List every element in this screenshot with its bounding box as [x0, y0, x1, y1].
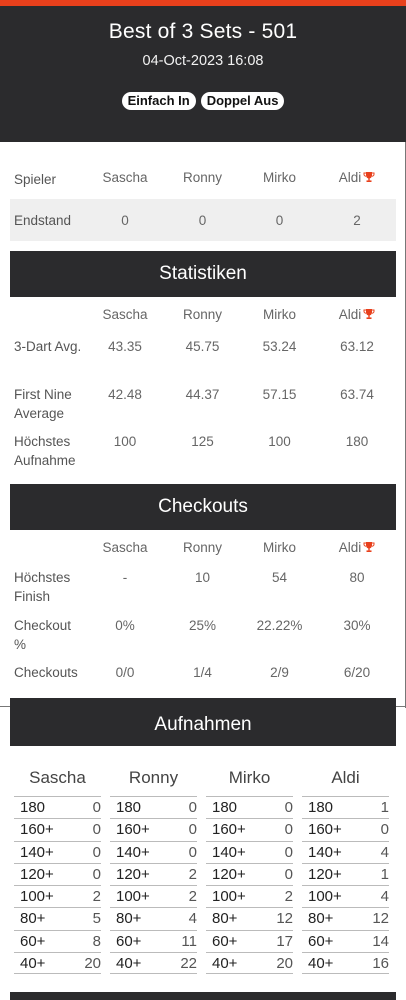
player-name: Sascha — [102, 307, 148, 322]
score-count: 16 — [372, 955, 389, 973]
checkout-label: Höchstes Finish — [14, 570, 71, 604]
match-date: 04-Oct-2023 16:08 — [142, 53, 264, 69]
player-name: Aldi — [338, 170, 362, 185]
player-header-row — [10, 307, 396, 337]
score-range: 180 — [20, 799, 46, 816]
score-range: 60+ — [20, 932, 46, 950]
score-range: 120+ — [212, 865, 246, 883]
score-count: 1 — [380, 865, 389, 883]
score-range: 160+ — [116, 821, 150, 839]
stat-value: 125 — [191, 434, 214, 449]
trophy-icon — [363, 171, 375, 183]
aufnahme-row — [14, 818, 101, 840]
player-name: Sascha — [29, 768, 86, 787]
player-name: Aldi — [338, 307, 362, 322]
checkout-value: 0/0 — [115, 665, 135, 680]
checkout-value: 6/20 — [343, 665, 371, 680]
trophy-icon — [363, 308, 375, 320]
aufnahme-row — [302, 841, 389, 863]
score-count: 14 — [372, 932, 389, 950]
aufnahme-row — [302, 863, 389, 885]
checkout-value: 1/4 — [193, 665, 212, 680]
player-name: Ronny — [182, 307, 223, 322]
player-name: Sascha — [102, 170, 148, 185]
stat-value: 43.35 — [108, 339, 142, 354]
aufnahme-row — [14, 796, 101, 818]
endstand-value: 0 — [275, 213, 284, 228]
score-count: 4 — [380, 843, 389, 861]
aufnahme-row — [206, 907, 293, 929]
endstand-value: 0 — [121, 213, 129, 228]
checkout-row — [10, 663, 396, 693]
aufnahme-row — [14, 952, 101, 974]
aufnahme-row — [206, 818, 293, 840]
score-count: 0 — [284, 865, 293, 883]
score-count: 12 — [276, 910, 293, 928]
checkout-value: 25% — [188, 618, 217, 633]
score-count: 0 — [188, 821, 197, 839]
score-count: 1 — [380, 799, 389, 816]
score-count: 17 — [276, 932, 293, 950]
score-count: 4 — [188, 910, 197, 928]
aufnahme-row — [206, 863, 293, 885]
aufnahmen-grid — [14, 764, 394, 974]
score-count: 0 — [92, 821, 101, 839]
score-range: 120+ — [116, 865, 150, 883]
stat-value: 100 — [268, 434, 291, 449]
aufnahme-row — [206, 796, 293, 818]
player-header-row — [10, 540, 396, 568]
player-name: Mirko — [263, 540, 296, 555]
trophy-icon — [363, 541, 375, 553]
endstand-value: 2 — [353, 213, 361, 228]
player-name: Ronny — [128, 768, 179, 787]
stat-row — [10, 337, 396, 385]
checkout-value: - — [122, 570, 128, 585]
player-name: Aldi — [338, 540, 362, 555]
aufnahme-row — [14, 930, 101, 952]
score-range: 100+ — [212, 888, 246, 906]
player-name: Sascha — [102, 540, 148, 555]
score-count: 11 — [181, 932, 197, 950]
score-range: 120+ — [308, 865, 342, 883]
score-count: 0 — [284, 821, 293, 839]
match-mode-badges — [0, 92, 406, 110]
score-range: 60+ — [116, 932, 142, 950]
checkout-value: 2/9 — [270, 665, 289, 680]
score-range: 140+ — [212, 843, 246, 861]
aufnahme-row — [206, 930, 293, 952]
aufnahme-row — [110, 818, 197, 840]
out-mode-badge: Doppel Aus — [201, 92, 285, 110]
score-count: 0 — [188, 799, 197, 816]
score-range: 40+ — [20, 955, 46, 973]
aufnahme-row — [110, 885, 197, 907]
score-range: 40+ — [308, 955, 334, 973]
stat-row — [10, 432, 396, 478]
score-range: 180 — [212, 799, 238, 816]
score-count: 0 — [188, 843, 197, 861]
score-count: 5 — [92, 910, 101, 928]
aufnahme-row — [110, 863, 197, 885]
score-count: 0 — [92, 865, 101, 883]
endstand-row — [10, 199, 396, 241]
score-range: 140+ — [308, 843, 342, 861]
stat-value: 63.74 — [340, 387, 374, 402]
section-title-statistiken: Statistiken — [10, 251, 396, 297]
score-range: 180 — [308, 799, 334, 816]
score-count: 2 — [284, 888, 293, 906]
score-range: 180 — [116, 799, 142, 816]
checkout-value: 30% — [343, 618, 371, 633]
score-range: 80+ — [20, 910, 46, 928]
score-count: 0 — [284, 799, 293, 816]
checkout-value: 54 — [271, 570, 288, 585]
stat-value: 45.75 — [185, 339, 220, 354]
aufnahmen-player-column — [14, 764, 101, 974]
score-range: 100+ — [20, 888, 54, 906]
aufnahmen-player-column — [206, 764, 293, 974]
aufnahme-row — [110, 841, 197, 863]
stat-value: 100 — [113, 434, 137, 449]
aufnahme-row — [206, 841, 293, 863]
aufnahme-row — [302, 952, 389, 974]
player-name-winner — [318, 307, 396, 337]
score-count: 22 — [180, 955, 197, 973]
player-name: Ronny — [182, 170, 223, 185]
aufnahme-row — [110, 907, 197, 929]
score-count: 12 — [372, 910, 389, 928]
score-range: 60+ — [212, 932, 238, 950]
score-range: 60+ — [308, 932, 334, 950]
stat-value: 63.12 — [340, 339, 374, 354]
aufnahme-row — [206, 885, 293, 907]
aufnahme-row — [110, 952, 197, 974]
match-header — [0, 6, 406, 142]
stat-label: First Nine Average — [14, 387, 72, 421]
player-name-winner — [318, 157, 396, 199]
player-column-label: Spieler — [14, 172, 57, 187]
score-range: 80+ — [116, 910, 142, 928]
aufnahme-row — [14, 841, 101, 863]
stat-value: 57.15 — [262, 387, 297, 402]
player-name-winner — [318, 540, 396, 568]
aufnahme-row — [302, 930, 389, 952]
player-name: Mirko — [228, 768, 271, 787]
checkout-label: Checkouts — [14, 665, 78, 680]
aufnahme-row — [302, 796, 389, 818]
statistiken-table — [10, 307, 396, 478]
score-count: 2 — [92, 888, 101, 906]
aufnahmen-player-column — [110, 764, 197, 974]
checkout-value: 22.22% — [256, 618, 303, 633]
score-count: 2 — [188, 865, 197, 883]
score-range: 160+ — [20, 821, 54, 839]
endstand-value: 0 — [198, 213, 207, 228]
summary-table — [10, 157, 396, 241]
stat-value: 44.37 — [185, 387, 220, 402]
score-range: 120+ — [20, 865, 54, 883]
checkouts-table — [10, 540, 396, 693]
aufnahme-row — [14, 863, 101, 885]
in-mode-badge: Einfach In — [122, 92, 196, 110]
score-count: 4 — [380, 888, 389, 906]
aufnahme-row — [302, 907, 389, 929]
score-range: 80+ — [212, 910, 238, 928]
checkout-row — [10, 616, 396, 663]
stat-label: 3-Dart Avg. — [14, 339, 82, 354]
checkout-label: Checkout % — [14, 618, 72, 652]
score-count: 2 — [188, 888, 197, 906]
checkout-row — [10, 568, 396, 616]
match-title: Best of 3 Sets - 501 — [108, 20, 298, 43]
section-title-checkouts: Checkouts — [10, 484, 396, 530]
stat-label: Höchstes Aufnahme — [14, 434, 76, 468]
player-name: Mirko — [263, 307, 296, 322]
stat-value: 42.48 — [108, 387, 142, 402]
aufnahme-row — [14, 885, 101, 907]
checkout-value: 10 — [194, 570, 211, 585]
section-title-aufnahmen: Aufnahmen — [10, 698, 396, 746]
score-range: 160+ — [212, 821, 246, 839]
score-range: 40+ — [116, 955, 142, 973]
score-count: 0 — [284, 843, 293, 861]
player-name: Ronny — [182, 540, 223, 555]
score-range: 100+ — [308, 888, 342, 906]
score-count: 0 — [380, 821, 389, 839]
stat-value: 53.24 — [262, 339, 297, 354]
score-range: 140+ — [20, 843, 54, 861]
stat-value: 180 — [345, 434, 369, 449]
score-count: 20 — [276, 955, 293, 973]
score-count: 0 — [92, 843, 101, 861]
score-range: 100+ — [116, 888, 150, 906]
aufnahme-row — [110, 930, 197, 952]
endstand-label: Endstand — [14, 213, 72, 228]
player-header-row — [10, 157, 396, 199]
aufnahme-row — [110, 796, 197, 818]
score-count: 20 — [84, 955, 101, 973]
aufnahme-row — [206, 952, 293, 974]
checkout-value: 80 — [349, 570, 365, 585]
aufnahme-row — [302, 818, 389, 840]
score-range: 140+ — [116, 843, 150, 861]
score-range: 160+ — [308, 821, 342, 839]
score-count: 0 — [92, 799, 101, 816]
score-count: 8 — [92, 932, 101, 950]
aufnahme-row — [14, 907, 101, 929]
aufnahme-row — [302, 885, 389, 907]
player-name: Aldi — [331, 768, 360, 787]
score-range: 40+ — [212, 955, 238, 973]
aufnahmen-player-column — [302, 764, 389, 974]
next-section-bar — [10, 992, 396, 1000]
stat-row — [10, 385, 396, 432]
checkout-value: 0% — [115, 618, 135, 633]
score-range: 80+ — [308, 910, 334, 928]
player-name: Mirko — [263, 170, 296, 185]
